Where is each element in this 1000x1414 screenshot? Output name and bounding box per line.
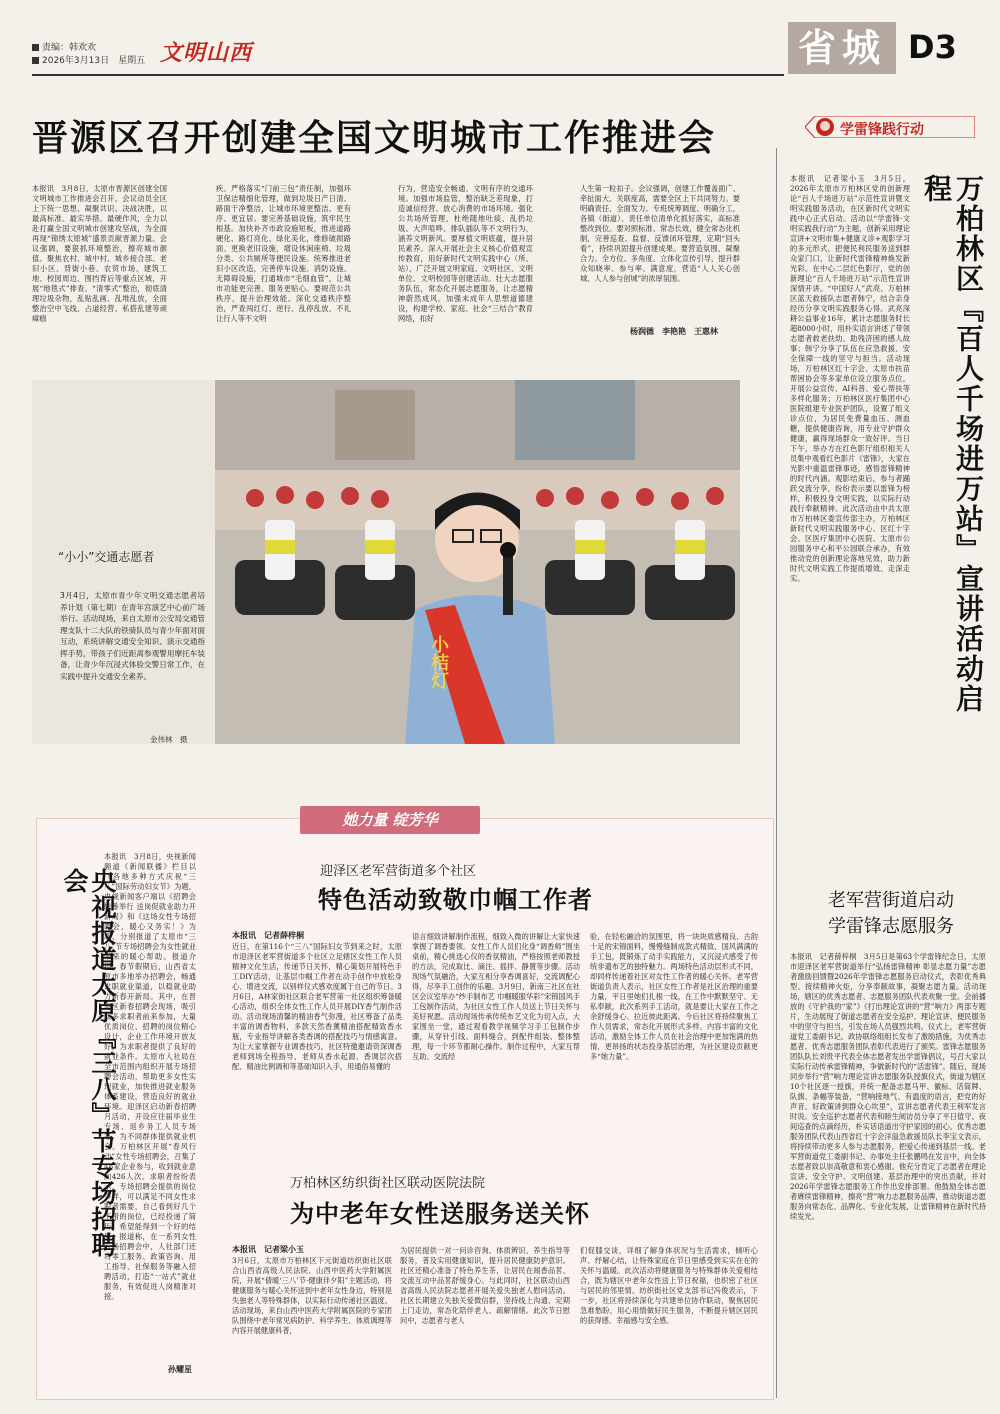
cctv-author: 孙耀星 (168, 1365, 192, 1374)
right-article1-text: 本报讯 记者梁小玉 3月5日，2026年太原市万柏林区党的创新理论“百人千场进万站”示范性宣讲暨文明实践服务活动，在区新时代文明实践中心正式启动。活动以“学雷锋·文明实践我行动”为主题，创新采用理论宣讲+文明市集+健康义诊+观影学习的多元形式，把便民利民服务送到群众家门口，让新时代雷锋精神焕发新光彩。在中心二层红色影厅，党的创新理论“百人千场进万站”示范性宣讲深情开讲。“中国好人”武亮、万柏林区蓝天救援队志愿者韩宁，结合亲身经历分享文明实践服务心得。武亮深耕公益事业16年，累计志愿服务时长超8000小时，用朴实语言讲述了带领志愿者救老扶幼、助残济困的感人故事；韩宁分享了队伍在应急救援、安全保障一线的坚守与担当。活动现场，万柏林区红十字会、太原市扶苗帮困协会等多家单位设立服务点位，开展公益宣传、AI科普、爱心帮扶等多样化服务；万柏林区医疗集团中心医院组建专业医护团队，设置了组义诊点位，为居民免费量血压、测血糖，提供健康咨询，用专业守护群众健康，赢得现场群众一致好评。当日下午，举办方在红色影厅组织相关人员集中观看红色影片《雷锋》，大家在光影中重温雷锋事迹，感悟雷锋精神的时代内涵。观影结束后，参与者踊跃交流分享，纷纷表示要以雷锋为榜样，积极投身文明实践，以实际行动践行奉献精神。此次活动由中共太原市万柏林区委宣传部主办，万柏林区新时代文明实践服务中心、区红十字会、区医疗集团中心医院、太原市公园服务中心和平公园联合承办，有效推动党的创新理论落地见效，助力新时代文明实践工作提质增效、走深走实。 (790, 174, 910, 583)
editor-label: 责编：韩欢欢 (42, 43, 97, 53)
page-meta (32, 42, 145, 68)
article2-subtitle: 万柏林区纺织街社区联动医院法院 (290, 1176, 486, 1191)
article2-column-1: 3月6日，太原市万柏林区下元街道纺织街社区联合山西省高级人民法院、山西中医药大学附属医院，开展“倩暖‘三八’节·健康伴夕阳”主题活动，将健康服务与暖心关怀送到中老年女性身边，特别是失独老人等特殊群体，以实际行动传递社区温度。活动现场，来自山西中医药大学附属医院的专家团队围绕中老年常见病防护、科学养生、体质调理等内容开展健康科普， (232, 1256, 392, 1335)
right-article2-title-line1: 老军营街道启动 (828, 890, 954, 911)
lead-column-4: 人生第一粒扣子。会议强调，创建工作覆盖面广、牵扯面大、关联度高，需要全区上下共同努力。要明确责任、全面发力。专班统筹调度、明确分工，各镇（街道）、责任单位清单化抓好落实，高标准整改到位。要对照标准、常态长效，健全常态化机制，完善巡查、监督、反馈闭环管理，定期“回头看”，持续巩固提升创建成果。要营造氛围，凝聚合力。全方位、多角度、立体化宣传引导，提升群众知晓率、参与率、满意度，营造“人人关心创城、人人参与创城”的浓厚氛围。 (580, 184, 740, 283)
right-article2-title (796, 888, 986, 940)
article1-subtitle: 迎泽区老军营街道多个社区 (320, 864, 477, 879)
cctv-report-text: 本报讯 3月8日，央视新闻频道《新闻联播》栏目以《各地多种方式庆祝“三八”国际劳动妇女节》为题，央视新闻客户端以《招聘会轮番举行 送岗促就业助力开新局》和《这场女性专场招聘会，暖心又务实！》为题，分别报道了太原市“三八”节专场招聘会为女性就业带来的暖心帮助。报道介绍，春节假期后，山西省太原市多地举办招聘会，畅通求职就业渠道，以稳就业助力新春开新局。其中，在晋源区新春招聘会现场，吸引众多求职者前来参加，大量优质岗位、招聘的岗位精心设计，企业工作环境开放友好，为求职者提供了良好的就业条件。太原市人社局在全市范围内组织开展专场招聘会活动，帮助更多女性实现就业，加快推进就业服务体系建设，营造良好的就业环境。迎泽区启动新春招聘月活动，开设应往届毕业生专场、返乡务工人员专场等，为不同群体提供就业机会。万柏林区开展“春风行动”女性专场招聘会，召集了48家企业参与，收到就业意向426人次。求职者纷纷表示，专场招聘会提供的岗位多样，可以满足不同女性求职者需要，自己看到好几个不错的岗位，已经投递了简历，希望能得到一个好的结果。报道称，在一系列女性专场招聘会中，人社部门还将零工服务、政策咨询、用工指导、社保服务等融入招聘活动，打造“一站式”就业服务，有效促进人岗精准对接。 (104, 852, 196, 1301)
lead-headline: 晋源区召开创建全国文明城市工作推进会 (32, 118, 717, 159)
right-article2-title-line2: 学雷锋志愿服务 (828, 916, 954, 937)
section-badge: 省城 (788, 22, 896, 74)
cctv-vertical-title: 央视报道太原『三八』节专场招聘会 (60, 868, 117, 1258)
photo-credit: 金伟林 摄 (150, 735, 188, 744)
header-rule (32, 74, 784, 76)
page-number: D3 (908, 28, 957, 66)
women-section-banner: 她力量 绽芳华 (300, 806, 480, 834)
right-vertical-title: 万柏林区『百人千场进万站』宣讲活动启程 (920, 174, 985, 714)
article2-column-3: 们促膝交谈，详细了解身体状况与生活需求，倾听心声、纾解心结，让特殊家庭在节日里感受到实实在在的关怀与温暖。此次活动将健康服务与特殊群体关爱相结合，既为辖区中老年女性送上节日祝福，也织密了社区与居民的邻里情。纺织街社区党支部书记冯俊表示，下一步，社区将持续深化与共建单位协作联动，聚焦居民急难愁盼，用心用情做好民生服务，不断提升辖区居民的获得感、幸福感与安全感。 (580, 1246, 758, 1325)
lead-column-3: 行为，营造安全畅通、文明有序的交通环境。加强市场监管，整治缺乏差现象，打造诚信经营、放心消费的市场环境。强化公共场所管理，杜绝随地吐痰、乱扔垃圾、大声喧哗、排队插队等不文明行为，涵养文明新风。要厚植文明底蕴，提升居民素养。深入开展社会主义核心价值观宣传教育，用好新时代文明实践中心（所、站），广泛开展文明家庭、文明社区、文明单位、文明校园等创建活动。壮大志愿服务队伍，常态化开展志愿服务，让志愿精神蔚然成风。加强未成年人思想道德建设，构建学校、家庭、社会“三结合”教育网络，扣好 (398, 184, 533, 323)
lei-feng-badge-label: 学雷锋践行动 (840, 122, 924, 138)
photo-illustration (215, 380, 740, 744)
issue-date: 2026年3月13日 星期五 (42, 56, 146, 66)
article1-title: 特色活动致敬巾帼工作者 (318, 886, 593, 914)
photo-feature-title: “小小”交通志愿者 (58, 550, 155, 564)
article2-byline: 本报讯 记者梁小玉 (232, 1245, 304, 1254)
article1-column-1: 近日，在第116个“三八”国际妇女节到来之时，太原市迎泽区老军营街道多个社区立足辖区女性工作人员精神文化生活，传递节日关怀，精心策划开展特色手工DIY活动，让基层巾帼工作者在动手创作中放松身心、增进交流，以别样仪式感欢度属于自己的节日。3月6日，A林家街社区联合老军营第一社区组织筹备暖心活动，组织全体女性工作人员开展DIY香气制作活动。活动现场清馨的精油香气弥漫，社区筹备了品类丰富的调香物料，多款天然香薰精油搭配精致香水瓶，专业指导讲解各类香调的搭配技巧与情感寓意。为让大家掌握专业调香技巧，社区特邀邀请资深调香老师到场全程指导，老师从香水起源、香调层次搭配、精油比例调和等基础知识入手，用通俗易懂的 (232, 942, 402, 1071)
column-logo: 文明山西 (160, 40, 253, 66)
news-photo (215, 380, 740, 744)
article2-title: 为中老年女性送服务送关怀 (290, 1200, 590, 1228)
sash-text: 小桔灯 (428, 635, 449, 689)
article1-column-2: 语言细致讲解制作流程，细致入微的讲解让大家快速掌握了调香要领。女性工作人员们化身“调香师”围坐桌前，精心挑选心仪的香氛精油，严格按照老师教授的方法，完成取比、滴注、摇拌、静置等步骤。活动现场气氛融洽，大家互相分享香调喜好，交流调配心得，尽享手工创作的乐趣。3月9日，新南三社区在社区会议室举办“纱手制布艺 巾帼暖服华彩”宋锦国风手工包制作活动，为社区女性工作人员送上节日关怀与美好祝愿。活动现场传承传统布艺文化为切入点，大家围坐一堂，通过观看教学视频学习手工包制作步骤，从穿针引线、面料缝合，到配件组装、整体整理，每一个环节都耐心操作。制作过程中，大家互帮互助、交流经 (412, 932, 580, 1061)
article1-column-3: 验，在轻松融洽的氛围里，将一块块质感精良、古韵十足的宋锦面料，慢慢缝制成款式精致、国风满满的手工包，既锻炼了动手实践能力，又沉浸式感受了传统非遗布艺的独特魅力。两场特色活动层形式不同，却同样传递着社区对女性工作者的暖心关怀。老军营街道负责人表示，社区女性工作者是社区治理的重要力量，平日里她们扎根一线，在工作中默默坚守、无私奉献，此次系列手工活动，就是要让大家在工作之余舒缓身心、拉近彼此距离。今后社区将持续聚焦工作人员需求，常态化开展形式多样、内容丰富的文化活动，激励全体工作人员在社会治理中更加饱满的热情、更昂扬的状态投身基层治理，为社区建设贡献更多“她力量”。 (590, 932, 758, 1061)
lead-byline: 杨润德 李艳艳 王惠林 (630, 327, 718, 336)
lead-column-1: 本报讯 3月8日，太原市晋源区创建全国文明城市工作推进会召开。会议动员全区上下统一思想、凝聚共识、决战决胜，以最高标准、最实举措、最硬作风，全力以赴打赢全国文明城市创建攻坚战，为全面再现“锦绣太原城”盛景贡献晋源力量。会议强调，要狠抓环境整治，擦亮城市颜值。聚焦农村、城中村、城乡接合部、老旧小区、背街小巷、农贸市场、建筑工地、校园周边、围挡背后等重点区域，开展“地毯式”排查、“清零式”整治，彻底清理垃圾杂物，乱贴乱画、乱堆乱放，全面整治空中飞线、占道经营、私搭乱建等顽瘴痼 (32, 184, 167, 323)
right-article2-text: 本报讯 记者薛梓桐 3月5日是第63个学雷锋纪念日，太原市迎泽区老军营街道举行“弘扬雷锋精神 彰显志愿力量”志愿者激励回馈暨2026年学雷锋志愿服务启动仪式，表彰优秀典型、接续精神火炬，分享奉献故事，凝聚志愿力量。活动现场，辖区的优秀志愿者、志愿服务团队代表欢聚一堂。会前播放的《守护我的“家”》《打出理论宣讲的“营”响力》两部专题片，生动展现了街道志愿者在安全巡护、理论宣讲、便民服务中的坚守与担当，引发在场人员强烈共鸣。仪式上，老军营街道党工委副书记、政协联络组组长发布了激励措施，为优秀志愿者、优秀志愿服务团队表彰代表进行了颁奖。雷锋志愿服务团队队长刘贵平代表全体志愿者发出学雷锋倡议，号召大家以实际行动传承雷锋精神，争做新时代的“活雷锋”。随后，现场同步举行“营”响力理论宣讲志愿服务队授旗仪式，街道为辖区10个社区逐一授旗，并统一配备志愿马甲、徽标、话筒牌、队旗、条幅等装备，“营响接地气、有温度的语言，把党的好声音、好政策讲到群众心坎里”，宣讲志愿者代表王利军发言时说。安全巡护志愿者代表和睦生阅访员分享了平日值守、夜间巡查的点滴经历，朴实话语道出守护家园的初心。优秀志愿服务团队代表山西省红十字会洋溢急救援员队长李宝文表示，将持续带动更多人参与志愿服务，把爱心传递到基层一线。老军营街道党工委副书记、办事处主任张鹏鸣在发言中，向全体志愿者致以崇高敬意和衷心感谢。他充分肯定了志愿者在理论宣讲、安全守护、文明创建、基层治理中的突出贡献，并对2026年学雷锋志愿服务工作作出安排部署。他鼓励全体志愿者赓续雷锋精神，擦亮“营”响力志愿服务品牌，推动街道志愿服务向常态化、品牌化、专业化发展，让雷锋精神在新时代持续发光。 (790, 952, 986, 1221)
photo-feature-text: 3月4日，太原市青少年文明交通志愿者培养计划（第七期）在青年宫演艺中心前广场举行。活动现场，来自太原市公安局交通管理支队十二大队的铁骑队员与青少年面对面互动，系统讲解交通安全知识、演示交通指挥手势，带孩子们近距离参观警用摩托车装备，让青少年沉浸式体验交警日常工作，在实践中提升交通安全素养。 (60, 591, 205, 681)
article2-column-2: 为居民提供一对一问诊咨询、体质辨识、养生指导等服务，普及实用健康知识，提升居民健康防护意识。社区还精心准备了特色养生茶，让居民在闻香品茗、交流互动中品茗舒缓身心。与此同时，社区联动山西省高级人民法院志愿者开展关爱失独老人慰问活动。社区长期建立失独关爱微信群，坚持线上沟通、定期上门走访，常态化陪伴老人、疏解情绪。此次节日慰问中，志愿者与老人 (400, 1246, 570, 1325)
column-divider (776, 148, 777, 1398)
article1-byline: 本报讯 记者薛梓桐 (232, 931, 304, 940)
lead-column-2: 疾。严格落实“门前三包”责任制，加强环卫保洁精细化管理，做到垃圾日产日清、路面干净整洁，让城市环境更整洁、更有序、更宜居。要完善基础设施，筑牢民生根基。加快补齐市政设施短板，推进道路硬化、路灯亮化、绿化美化，维修破损路面、更换老旧设施，增设休闲座椅、垃圾分类、公共厕所等便民设施。统筹推进老旧小区改造，完善停车设施、消防设施、无障碍设施，打通城市“毛细血管”，让城市功能更完善、服务更贴心。要规范公共秩序，提升治理效能。深化交通秩序整治，严查闯红灯、逆行、乱停乱放、不礼让行人等不文明 (216, 184, 351, 323)
